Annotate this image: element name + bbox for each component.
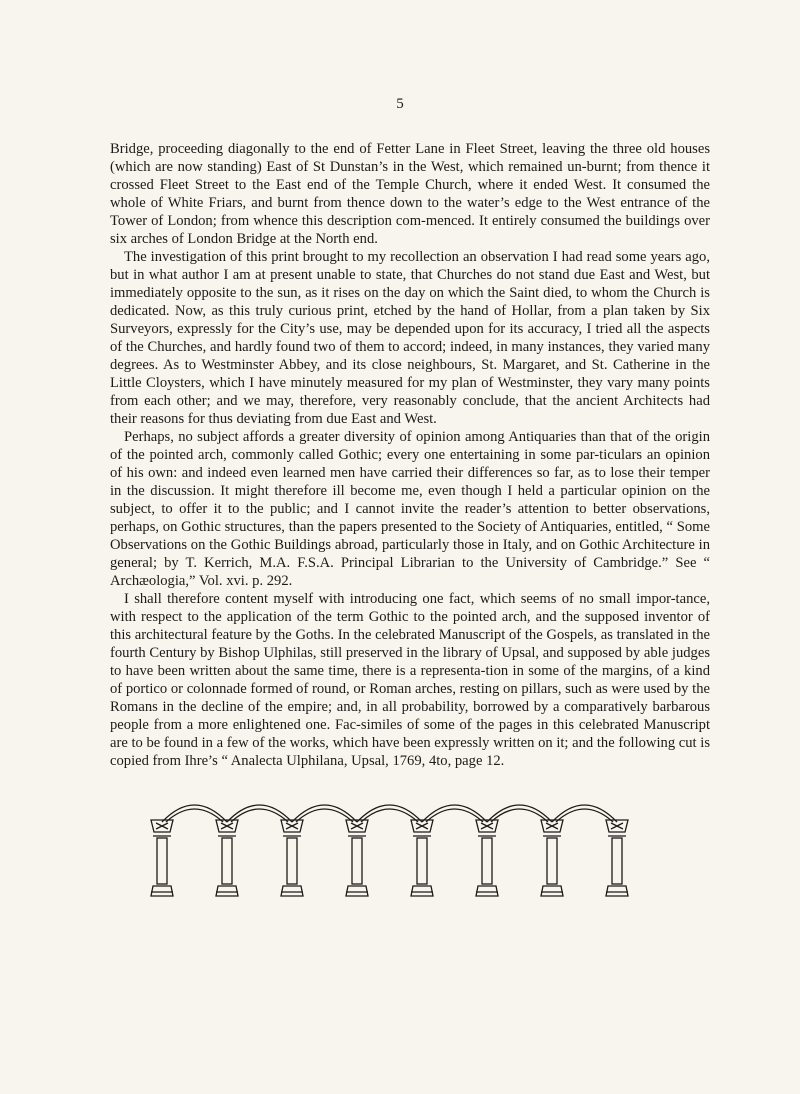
paragraph-1: Bridge, proceeding diagonally to the end of Fetter Lane in Fleet Street, leaving the three old houses (which are now standing) East of St Dunstan’s in the West, which remained un-burnt; from thence it crossed Fleet Street to the East end of the Temple Church, where it ended West. It consumed the whole of White Friars, and burnt from thence down to the water’s edge to the West entrance of the Tower of London; from whence this description com-menced. It entirely consumed the buildings over six arches of London Bridge at the North end.	[110, 141, 710, 247]
column-base	[216, 886, 238, 896]
column-base	[346, 886, 368, 896]
column-base	[541, 886, 563, 896]
capital-ornament	[416, 823, 428, 829]
column-shaft	[157, 838, 167, 884]
capital-ornament	[351, 823, 363, 829]
capital-ornament	[221, 823, 233, 829]
column-base	[476, 886, 498, 896]
paragraph-4: I shall therefore content myself with introducing one fact, which seems of no small impor-tance, with respect to the application of the term Gothic to the pointed arch, and the supposed inventor of this architectural feature by the Goths. In the celebrated Manuscript of the Gospels, as translated in the fourth Century by Bishop Ulphilas, still preserved in the library of Upsal, and supposed by able judges to have been written about the same time, there is a representa-tion in some of the margins, of a kind of portico or colonnade formed of round, or Roman arches, resting on pillars, such as were used by the Romans in the decline of the empire; and, in all probability, borrowed by a comparatively barbarous people from a more enlightened one. Fac-similes of some of the pages in this celebrated Manuscript are to be found in a few of the works, which have been expressly written on it; and the following cut is copied from Ihre’s “ Analecta Ulphilana, Upsal, 1769, 4to, page 12.	[110, 591, 710, 769]
column-shaft	[417, 838, 427, 884]
capital-ornament	[481, 823, 493, 829]
column-shaft	[222, 838, 232, 884]
body-text	[110, 140, 710, 770]
capital-ornament	[286, 823, 298, 829]
column-base	[606, 886, 628, 896]
column-base	[281, 886, 303, 896]
column-base	[151, 886, 173, 896]
column-shaft	[612, 838, 622, 884]
column-shaft	[287, 838, 297, 884]
column-shaft	[352, 838, 362, 884]
column-shaft	[482, 838, 492, 884]
colonnade-woodcut	[140, 792, 665, 902]
paragraph-2: The investigation of this print brought to my recollection an observation I had read some years ago, but in what author I am at present unable to state, that Churches do not stand due East and West, but immediately opposite to the sun, as it rises on the day on which the Saint died, to whom the Church is dedicated. Now, as this truly curious print, etched by the hand of Hollar, from a plan taken by Six Surveyors, expressly for the City’s use, may be depended upon for its accuracy, I tried all the aspects of the Churches, and hardly found two of them to accord; indeed, in many instances, they varied many degrees. As to Westminster Abbey, and its close neighbours, St. Margaret, and St. Catherine in the Little Cloysters, which I have minutely measured for my plan of Westminster, they vary many points from each other; and we may, therefore, very reasonably conclude, that the ancient Architects had their reasons for thus deviating from due East and West.	[110, 249, 710, 427]
paragraph-3: Perhaps, no subject affords a greater diversity of opinion among Antiquaries than that of the origin of the pointed arch, commonly called Gothic; every one entertaining in some par-ticulars an opinion of his own: and indeed even learned men have carried their differences so far, as to lose their temper in the discussion. It might therefore ill become me, even though I held a particular opinion on the subject, to offer it to the public; and I cannot invite the reader’s attention to better observations, perhaps, on Gothic structures, than the papers presented to the Society of Antiquaries, entitled, “ Some Observations on the Gothic Buildings abroad, particularly those in Italy, and on Gothic Architecture in general; by T. Kerrich, M.A. F.S.A. Principal Librarian to the University of Cambridge.” See “ Archæologia,” Vol. xvi. p. 292.	[110, 429, 710, 589]
column-shaft	[547, 838, 557, 884]
capital-ornament	[156, 823, 168, 829]
capital-ornament	[546, 823, 558, 829]
capital-ornament	[611, 823, 623, 829]
column-base	[411, 886, 433, 896]
colonnade-illustration	[140, 792, 665, 902]
page-number: 5	[396, 96, 404, 112]
